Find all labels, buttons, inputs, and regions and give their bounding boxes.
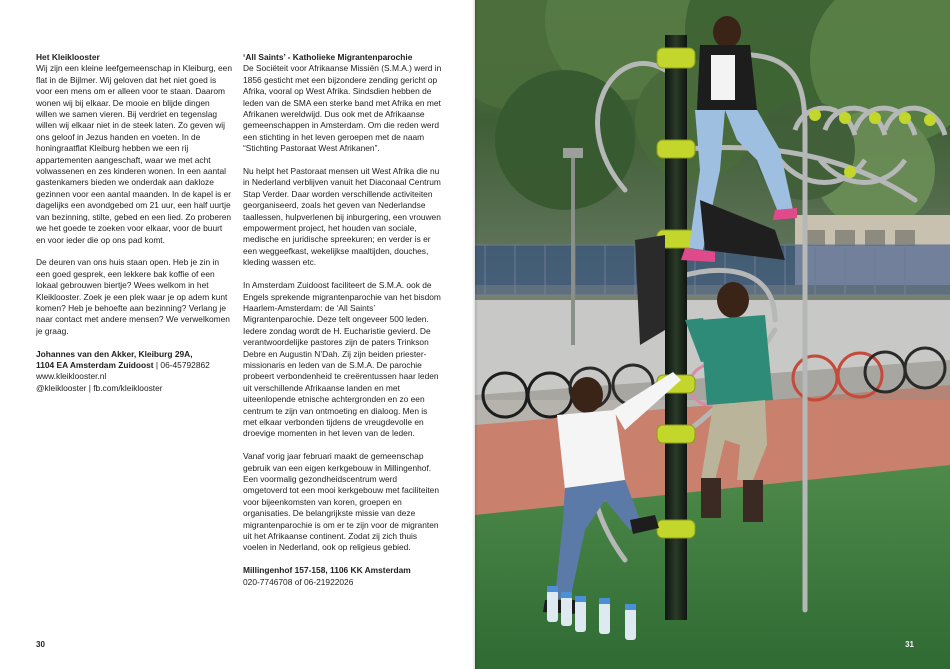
all-saints-address: Millingenhof 157-158, 1106 KK Amsterdam — [243, 565, 411, 576]
text-column-1 — [36, 52, 232, 394]
playground-photo — [475, 0, 950, 669]
all-saints-paragraph-2: Nu helpt het Pastoraat mensen uit West Afrika die nu in Nederland verblijven vanuit het Diaconaal Centrum Stap Verder. Daar worden verschillende activiteiten georganiseerd, zoals het geven van Nederlandse taallessen, hulpverlenen bij inburgering, een vrouwen empowerment project, het houden van sociale, medische en juridische spreekuren; en verder is er een weggeefkast, wekelijkse maaltijden, douches, kleding wassen etc. — [243, 166, 441, 268]
all-saints-paragraph-3: In Amsterdam Zuidoost faciliteert de S.M.A. ook de Engels sprekende migrantenparochie van het bisdom Haarlem-Amsterdam: de ‘All Saints’ Migrantenparochie. Deze telt ongeveer 500 leden. Iedere zondag wordt de H. Eucharistie gevierd. De verantwoordelijke pastores zijn de paters Trinkson Debre en Augustin N’Dah. Zij zijn beiden priester-missionaris en leden van de S.M.A. De parochie probeert verbondenheid te creërentussen haar leden uit verschillende Afrikaanse landen en met uiteenlopende etnische achtergronden en zo een centrum te zijn van ontmoeting en dialoog. Men is met elkaar verbonden tijdens de vreugdevolle en droevige momenten in het leven van de leden. — [243, 280, 441, 439]
all-saints-heading: ‘All Saints’ - Katholieke Migrantenparochie — [243, 52, 413, 62]
contact-name: Johannes van den Akker, Kleiburg 29A, — [36, 348, 193, 359]
all-saints-paragraph-4: Vanaf vorig jaar februari maakt de gemeenschap gebruik van een eigen kerkgebouw in Millingenhof. Een voormalig gezondheidscentrum werd omgetoverd tot een mooi kerkgebouw met faciliteiten voor bijeenkomsten van koren, groepen en organisaties. De belangrijkste missie van deze migrantenparochie is om er te zijn voor de migranten uit het Afrikaanse continent. Zodat zij zich thuis voelen in Nederland, ook op religieus gebied. — [243, 451, 439, 553]
contact-address: 1104 EA Amsterdam Zuidoost — [36, 359, 154, 370]
contact-phone: | 06-45792862 — [153, 359, 210, 370]
contact-social: @kleiklooster | fb.com/kleiklooster — [36, 382, 163, 393]
contact-website: www.kleiklooster.nl — [36, 371, 107, 382]
kleiklooster-contact — [36, 349, 232, 395]
page-number-right: 31 — [905, 640, 914, 649]
kleiklooster-paragraph-1: Wij zijn een kleine leefgemeenschap in Kleiburg, een flat in de Bijlmer. Wij geloven dat het niet goed is voor een mens om er alleen voor te staan. Daarom wonen wij bij elkaar. De mooie en blijde dingen willen we samen vieren. Bij verdriet en tegenslag willen wij elkaar niet in de steek laten. Zo geven wij ons geloof in Jezus handen en voeten. In de honingraatflat Kleiburg hebben we een rij appartementen aangeschaft, waar we met acht volwassenen en zes kinderen wonen. In een aantal gastenkamers bieden we onderdak aan dakloze gezinnen voor een aantal maanden. In de kapel is er dagelijks een avondgebed om 21 uur, een half uurtje van bezinning, stilte, gebed en een lied. Zo proberen we het goede te zoeken voor elkaar, voor de buurt en voor ieder die op ons pad komt. — [36, 63, 232, 245]
kleiklooster-heading: Het Kleiklooster — [36, 52, 100, 62]
right-page — [475, 0, 950, 669]
page-number-left: 30 — [36, 640, 45, 649]
all-saints-phone: 020-7746708 of 06-21922026 — [243, 576, 354, 587]
spine-gutter — [472, 0, 478, 669]
text-column-2 — [243, 52, 443, 588]
all-saints-paragraph-1: De Sociëteit voor Afrikaanse Missiën (S.M.A.) werd in 1856 gesticht met een bijzondere zending gericht op Afrika, vooral op West Afrika. Sindsdien hebben de leden van de SMA een sterke band met Afrika en met Afrikanen wereldwijd. Dus ook met de Afrikaanse gemeenschappen in Amsterdam. Om die reden werd een stichting in het leven geroepen met de naam “Stichting Pastoraat West Afrikanen”. — [243, 63, 442, 154]
kleiklooster-paragraph-2: De deuren van ons huis staan open. Heb je zin in een goed gesprek, een lekkere bak koffie of een lokaal gebrouwen biertje? Wees welkom in het Kleiklooster. Zoek je een plek waar je op adem kunt komen? Heb je behoefte aan bezinning? Verlang je naar contact met andere mensen? We verwelkomen je graag. — [36, 257, 230, 336]
all-saints-contact — [243, 565, 443, 588]
